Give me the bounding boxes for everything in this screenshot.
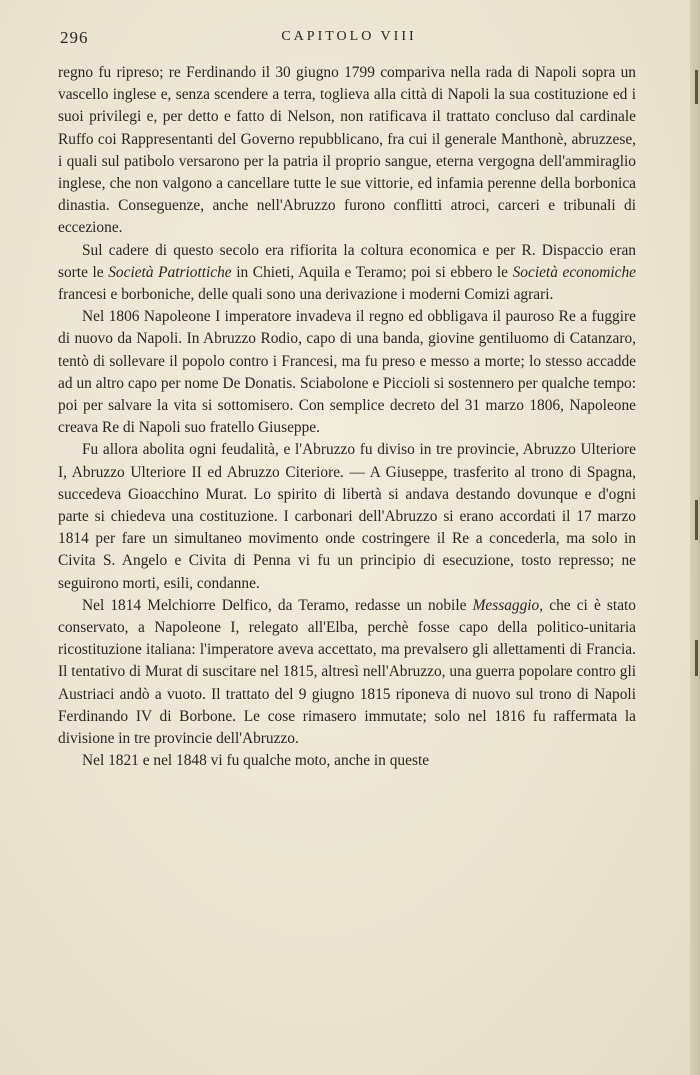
paragraph-5-italic-messaggio: Messaggio: [472, 596, 540, 614]
page-number: 296: [60, 28, 89, 47]
paragraph-5-text-a: Nel 1814 Melchiorre Delfico, da Teramo, redasse un nobile: [82, 596, 473, 614]
paragraph-2-text-a: Sul cadere di questo secolo era rifiorita la coltura economica e per R. Dispaccio eran sorte le: [58, 241, 636, 281]
paragraph-1: regno fu ripreso; re Ferdinando il 30 giugno 1799 compariva nella rada di Napoli sopra un vascello inglese e, senza scendere a terra, toglieva alla città di Napoli la sua costituzione ed i suoi privilegi e, per detto e fatto di Nelson, non ratificava il trattato concluso dal cardinale Ruffo coi Rappresentanti del Governo repubblicano, fra cui il generale Manthonè, abruzzese, i quali sul patibolo versarono per la patria il proprio sangue, eterna vergogna dell'ammiraglio inglese, che non valgono a cancellare tutte le sue vittorie, ed infamia perenne della borbonica dinastia. Conseguenze, anche nell'Abruzzo furono conflitti atroci, carceri e tribunali di eccezione.: [58, 64, 636, 237]
paragraph-2-text-b: in Chieti, Aquila e Teramo; poi si ebbero le: [231, 263, 513, 281]
paragraph-2-italic-societa-economiche: Società economiche: [512, 263, 636, 281]
paragraph-3: Nel 1806 Napoleone I imperatore invadeva il regno ed obbligava il pauroso Re a fuggire di nuovo da Napoli. In Abruzzo Rodio, capo di una banda, giovine gentiluomo di Catanzaro, tentò di sollevare il popolo contro i Francesi, ma fu preso e messo a morte; lo stesso accadde ad un altro capo per nome De Donatis. Sciabolone e Piccioli si sostennero per qualche tempo: poi per salvare la vita si sottomisero. Con semplice decreto del 31 marzo 1806, Napoleone creava Re di Napoli suo fratello Giuseppe.: [58, 308, 636, 437]
running-head: CAPITOLO VIII: [281, 29, 417, 44]
edge-mark: [695, 70, 698, 104]
paragraph-4: Fu allora abolita ogni feudalità, e l'Abruzzo fu diviso in tre provincie, Abruzzo Ulteriore I, Abruzzo Ulteriore II ed Abruzzo Citeriore. — A Giuseppe, trasferito al trono di Spagna, succedeva Gioacchino Murat. Lo spirito di libertà si andava destando dovunque e d'ogni parte si chiedeva una costituzione. I carbonari dell'Abruzzo si erano accordati il 17 marzo 1814 per fare un simultaneo movimento onde costringere il Re a concederla, ma solo in Civita S. Angelo e Civita di Penna vi fu un principio di esecuzione, tosto represso; ne seguirono morti, esili, condanne.: [58, 441, 636, 592]
page-edge: [690, 0, 700, 1075]
paragraph-2-italic-societa-patriottiche: Società Patriottiche: [108, 263, 232, 281]
paragraph-6: Nel 1821 e nel 1848 vi fu qualche moto, anche in queste: [82, 752, 430, 770]
paragraph-5-text-b: , che ci è stato conservato, a Napoleone I, relegato all'Elba, perchè fosse capo della politico-unitaria ricostituzione italiana: l'imperatore aveva accettato, ma prevalsero gli allettamenti di Francia. Il tentativo di Murat di suscitare nel 1815, altresì nell'Abruzzo, una guerra popolare contro gli Austriaci andò a vuoto. Il trattato del 9 giugno 1815 riponeva di nuovo sul trono di Napoli Ferdinando IV di Borbone. Le cose rimasero immutate; solo nel 1816 fu raffermata la divisione in tre provincie dell'Abruzzo.: [58, 596, 636, 748]
paragraph-5: [58, 595, 636, 750]
paragraph-2: [58, 240, 636, 307]
paragraph-2-text-c: francesi e borboniche, delle quali sono una derivazione i moderni Comizi agrari.: [58, 286, 554, 304]
page-header: [60, 28, 638, 52]
edge-mark: [695, 500, 698, 540]
edge-mark: [695, 640, 698, 676]
body-text: [58, 62, 636, 773]
